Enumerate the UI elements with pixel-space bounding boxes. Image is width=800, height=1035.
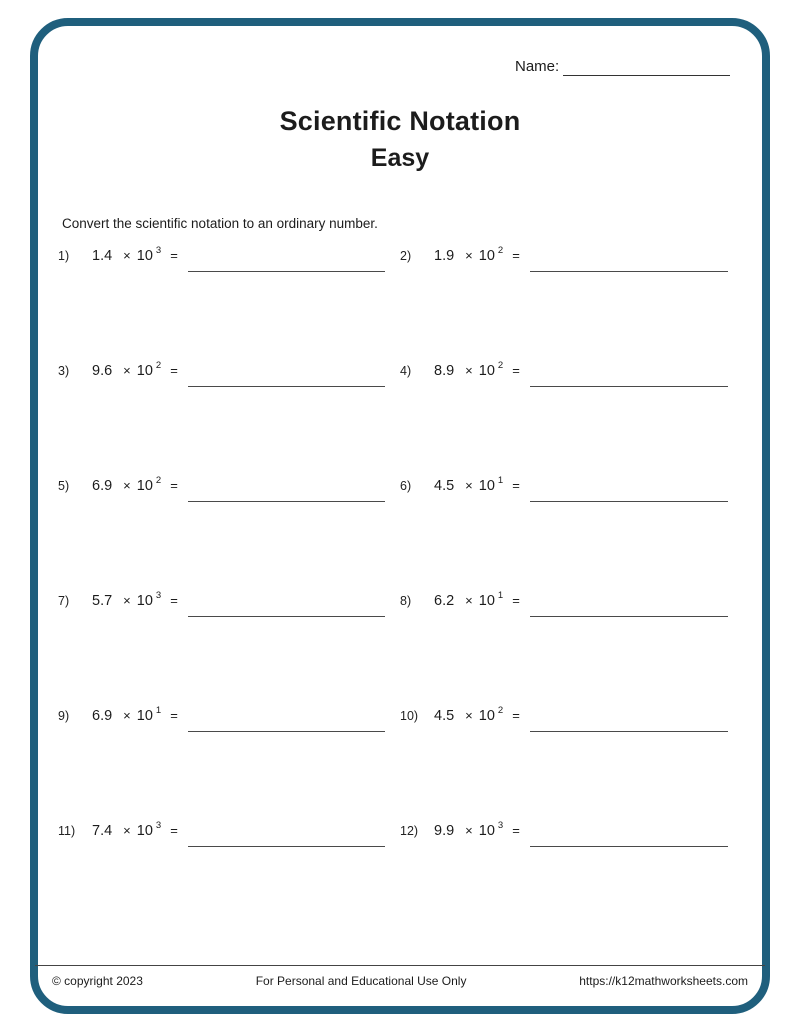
footer-copyright: © copyright 2023 — [52, 974, 143, 988]
problem-12 — [400, 820, 728, 847]
problem-4 — [400, 360, 728, 387]
answer-blank-line[interactable] — [188, 611, 385, 617]
exponent: 3 — [155, 590, 162, 601]
answer-blank-line[interactable] — [530, 841, 728, 847]
problem-6 — [400, 475, 728, 502]
equals-sign: = — [512, 478, 520, 493]
base-ten: 10 — [136, 478, 153, 494]
base-ten: 10 — [478, 363, 495, 379]
problem-2 — [400, 245, 728, 272]
page-subtitle: Easy — [370, 144, 430, 172]
problem-number: 1) — [58, 249, 70, 263]
answer-blank-line[interactable] — [530, 611, 728, 617]
base-ten: 10 — [478, 478, 495, 494]
problem-1 — [58, 245, 385, 272]
name-field-row — [515, 58, 730, 76]
answer-blank-line[interactable] — [188, 266, 385, 272]
problem-11 — [58, 820, 385, 847]
answer-blank-line[interactable] — [530, 266, 728, 272]
exponent: 2 — [497, 360, 504, 371]
times-sign: × — [465, 823, 473, 838]
times-sign: × — [123, 708, 131, 723]
equals-sign: = — [512, 823, 520, 838]
base-ten: 10 — [136, 593, 153, 609]
equals-sign: = — [512, 248, 520, 263]
equals-sign: = — [512, 593, 520, 608]
base-ten: 10 — [478, 708, 495, 724]
title-block — [0, 106, 800, 173]
times-sign: × — [465, 708, 473, 723]
equals-sign: = — [170, 363, 178, 378]
coefficient: 1.4 — [92, 248, 113, 264]
coefficient: 4.5 — [434, 708, 455, 724]
footer-divider-line — [35, 965, 765, 966]
problem-number: 7) — [58, 594, 70, 608]
coefficient: 9.6 — [92, 363, 113, 379]
equals-sign: = — [170, 708, 178, 723]
answer-blank-line[interactable] — [188, 381, 385, 387]
problem-number: 5) — [58, 479, 70, 493]
times-sign: × — [123, 823, 131, 838]
exponent: 1 — [155, 705, 162, 716]
exponent: 2 — [155, 360, 162, 371]
answer-blank-line[interactable] — [530, 726, 728, 732]
exponent: 3 — [155, 820, 162, 831]
coefficient: 1.9 — [434, 248, 455, 264]
footer — [52, 974, 748, 988]
footer-url[interactable]: https://k12mathworksheets.com — [579, 974, 748, 988]
problem-number: 3) — [58, 364, 70, 378]
times-sign: × — [123, 478, 131, 493]
coefficient: 5.7 — [92, 593, 113, 609]
problem-10 — [400, 705, 728, 732]
exponent: 2 — [497, 245, 504, 256]
exponent: 2 — [497, 705, 504, 716]
exponent: 1 — [497, 590, 504, 601]
exponent: 2 — [155, 475, 162, 486]
base-ten: 10 — [136, 363, 153, 379]
name-label: Name: — [515, 58, 560, 75]
problem-number: 6) — [400, 479, 412, 493]
problem-5 — [58, 475, 385, 502]
problem-number: 9) — [58, 709, 70, 723]
problem-number: 8) — [400, 594, 412, 608]
problem-9 — [58, 705, 385, 732]
name-blank-line[interactable] — [563, 60, 730, 76]
problem-number: 4) — [400, 364, 412, 378]
times-sign: × — [465, 593, 473, 608]
equals-sign: = — [512, 708, 520, 723]
coefficient: 8.9 — [434, 363, 455, 379]
base-ten: 10 — [478, 823, 495, 839]
problem-number: 10) — [400, 709, 419, 723]
base-ten: 10 — [136, 823, 153, 839]
equals-sign: = — [170, 248, 178, 263]
answer-blank-line[interactable] — [530, 381, 728, 387]
problem-number: 2) — [400, 249, 412, 263]
coefficient: 7.4 — [92, 823, 113, 839]
page-title: Scientific Notation — [279, 106, 521, 136]
coefficient: 6.9 — [92, 708, 113, 724]
exponent: 3 — [155, 245, 162, 256]
base-ten: 10 — [478, 593, 495, 609]
problem-3 — [58, 360, 385, 387]
coefficient: 6.9 — [92, 478, 113, 494]
equals-sign: = — [170, 478, 178, 493]
times-sign: × — [123, 593, 131, 608]
instruction-text: Convert the scientific notation to an ordinary number. — [62, 216, 378, 231]
times-sign: × — [123, 363, 131, 378]
equals-sign: = — [512, 363, 520, 378]
answer-blank-line[interactable] — [530, 496, 728, 502]
problem-7 — [58, 590, 385, 617]
times-sign: × — [465, 478, 473, 493]
answer-blank-line[interactable] — [188, 841, 385, 847]
footer-usage-note: For Personal and Educational Use Only — [255, 974, 467, 988]
times-sign: × — [465, 363, 473, 378]
equals-sign: = — [170, 593, 178, 608]
problem-number: 11) — [58, 824, 76, 838]
times-sign: × — [123, 248, 131, 263]
problem-8 — [400, 590, 728, 617]
coefficient: 4.5 — [434, 478, 455, 494]
exponent: 3 — [497, 820, 504, 831]
coefficient: 9.9 — [434, 823, 455, 839]
answer-blank-line[interactable] — [188, 496, 385, 502]
answer-blank-line[interactable] — [188, 726, 385, 732]
base-ten: 10 — [136, 708, 153, 724]
base-ten: 10 — [478, 248, 495, 264]
times-sign: × — [465, 248, 473, 263]
coefficient: 6.2 — [434, 593, 455, 609]
base-ten: 10 — [136, 248, 153, 264]
exponent: 1 — [497, 475, 504, 486]
equals-sign: = — [170, 823, 178, 838]
problem-number: 12) — [400, 824, 419, 838]
